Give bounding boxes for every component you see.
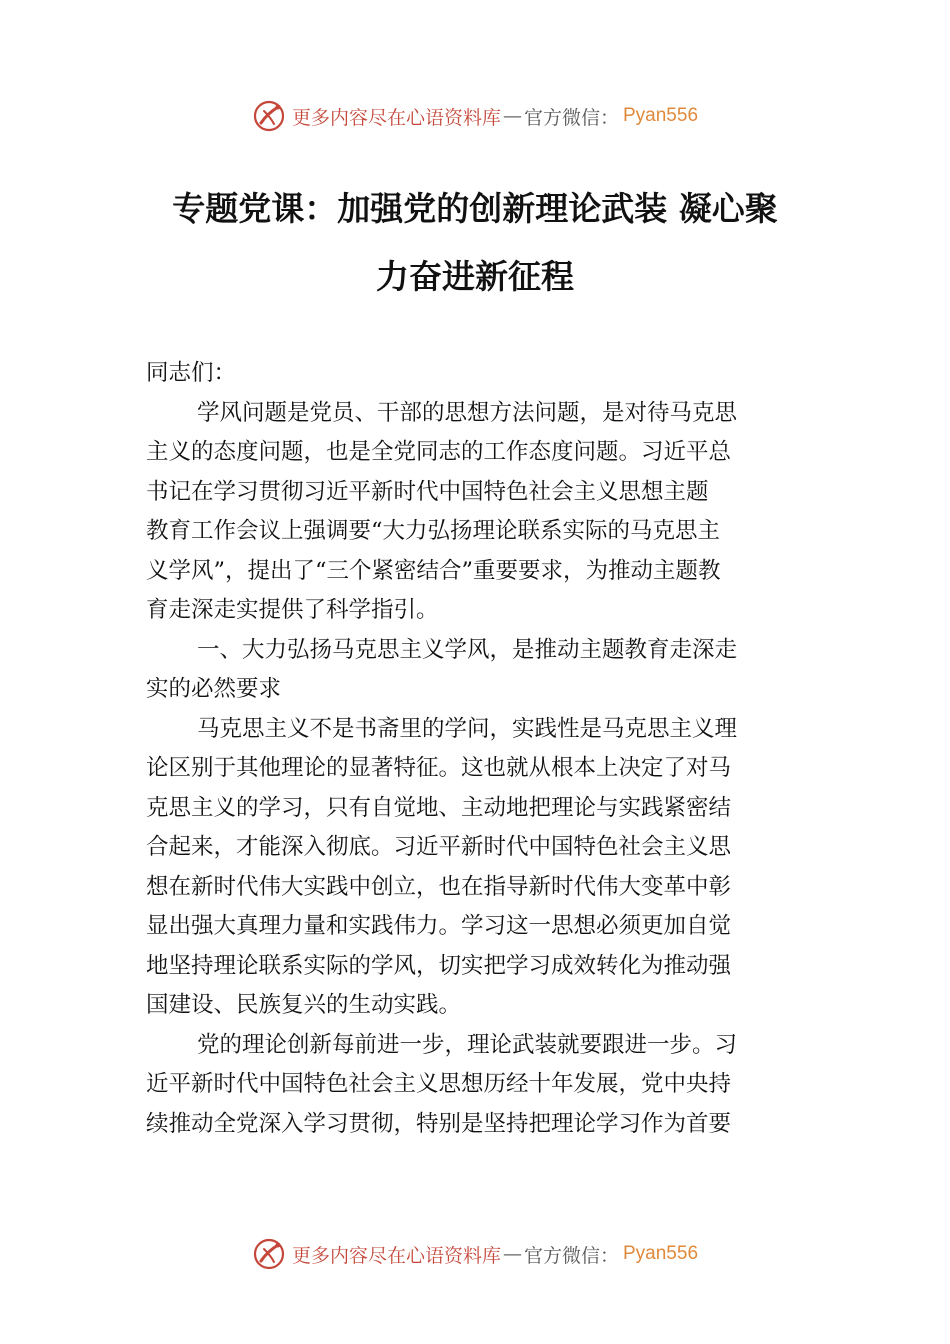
document-title-line-2: 力奋进新征程 [376,257,574,296]
banner-dash: — [502,1243,522,1265]
banner-library-text: 更多内容尽在心语资料库 [291,1244,501,1267]
banner-dash: — [502,105,522,127]
paragraph-line: 显出强大真理力量和实践伟力。学习这一思想必须更加自觉 [146,913,732,939]
document-body [146,354,808,1144]
brush-logo-icon [252,1237,286,1271]
header-banner [0,96,950,136]
paragraph-line: 主义的态度问题，也是全党同志的工作态度问题。习近平总 [146,439,732,465]
banner-library-text: 更多内容尽在心语资料库 [291,106,501,129]
paragraph-line: 学风问题是党员、干部的思想方法问题，是对待马克思 [197,399,738,426]
paragraph-line: 党的理论创新每前进一步，理论武装就要跟进一步。习 [197,1031,738,1058]
banner-wechat-id: Pyan556 [623,1243,699,1264]
paragraph-line: 论区别于其他理论的显著特征。这也就从根本上决定了对马 [146,755,732,781]
document-title-line-1: 专题党课：加强党的创新理论武装 凝心聚 [172,189,778,228]
paragraph-line: 克思主义的学习，只有自觉地、主动地把理论与实践紧密结 [146,794,732,821]
section-heading-line: 一、大力弘扬马克思主义学风，是推动主题教育走深走 [197,636,738,663]
paragraph-line: 近平新时代中国特色社会主义思想历经十年发展，党中央持 [146,1071,732,1097]
footer-banner [0,1234,950,1274]
paragraph-line: 国建设、民族复兴的生动实践。 [146,992,462,1018]
paragraph-line: 地坚持理论联系实际的学风，切实把学习成效转化为推动强 [146,952,732,979]
paragraph-line: 合起来，才能深入彻底。习近平新时代中国特色社会主义思 [146,834,732,860]
banner-wechat-label: 官方微信： [523,106,619,129]
paragraph-line: 育走深走实提供了科学指引。 [146,597,439,623]
paragraph-line: 教育工作会议上强调要“大力弘扬理论联系实际的马克思主 [146,518,721,544]
paragraph-line: 马克思主义不是书斋里的学问，实践性是马克思主义理 [197,715,738,742]
paragraph-line: 续推动全党深入学习贯彻，特别是坚持把理论学习作为首要 [146,1110,732,1137]
banner-wechat-id: Pyan556 [623,105,699,126]
paragraph-line: 义学风”，提出了“三个紧密结合”重要要求，为推动主题教 [146,557,721,584]
paragraph-line: 想在新时代伟大实践中创立，也在指导新时代伟大变革中彰 [146,873,732,900]
paragraph-line: 书记在学习贯彻习近平新时代中国特色社会主义思想主题 [146,478,709,505]
section-heading-line: 实的必然要求 [146,676,282,702]
salutation: 同志们： [146,360,237,386]
brush-logo-icon [252,99,286,133]
banner-wechat-label: 官方微信： [523,1244,619,1267]
